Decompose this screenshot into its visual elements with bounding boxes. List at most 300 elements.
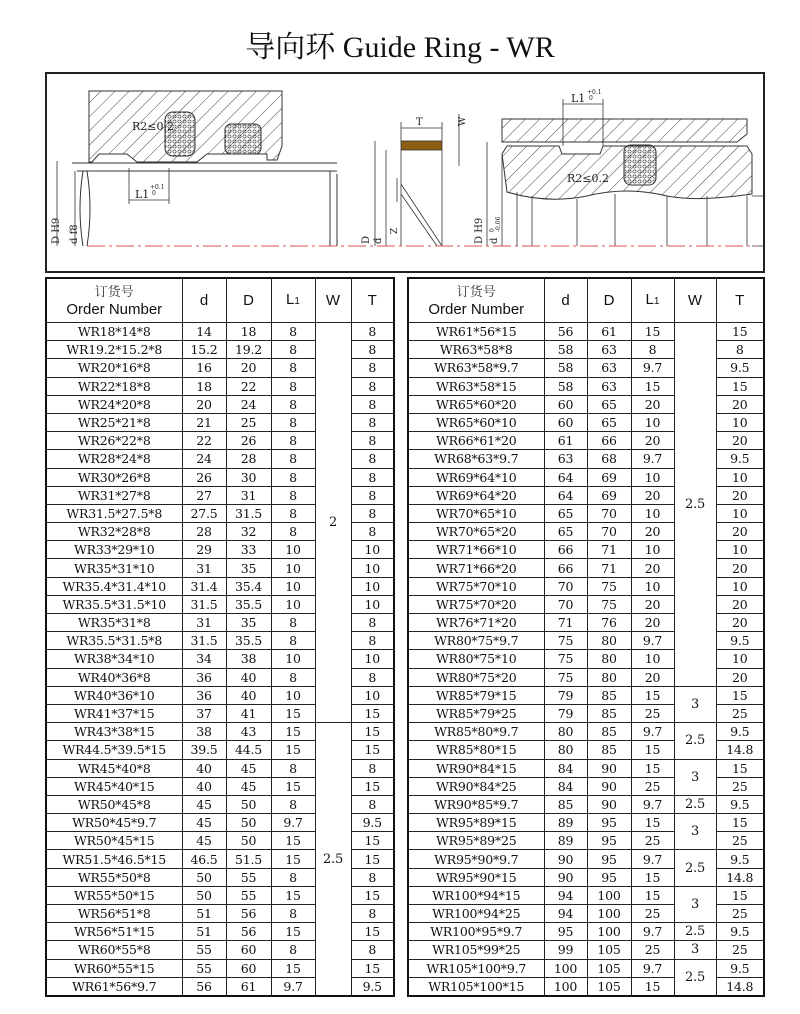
D-H9-label-left: D H9 [51, 217, 62, 244]
t-cell: 15 [716, 323, 764, 341]
t-cell: 8 [351, 523, 394, 541]
D-cell: 85 [587, 686, 631, 704]
d-cell: 31.4 [182, 577, 226, 595]
d-cell: 60 [544, 395, 587, 413]
d-cell: 75 [544, 668, 587, 686]
order-number-cell: WR71*66*10 [408, 541, 544, 559]
l1-cell: 20 [631, 559, 674, 577]
l1-cell: 8 [271, 486, 315, 504]
l1-cell: 8 [271, 359, 315, 377]
t-cell: 9.5 [716, 795, 764, 813]
order-number-cell: WR105*99*25 [408, 941, 544, 959]
order-number-cell: WR100*95*9.7 [408, 923, 544, 941]
D-cell: 20 [226, 359, 271, 377]
table-body-left [46, 323, 394, 996]
l1-cell: 10 [271, 559, 315, 577]
header-T: T [351, 278, 394, 323]
d-cell: 16 [182, 359, 226, 377]
l1-tol-lower-left: 0 [152, 190, 156, 197]
D-cell: 35 [226, 559, 271, 577]
order-number-cell: WR40*36*8 [46, 668, 182, 686]
d-label-right: d [489, 237, 500, 244]
l1-cell: 8 [271, 868, 315, 886]
l1-cell: 9.7 [631, 632, 674, 650]
l1-cell: 9.7 [631, 723, 674, 741]
l1-cell: 20 [631, 395, 674, 413]
l1-cell: 8 [271, 504, 315, 522]
d-cell: 37 [182, 704, 226, 722]
order-number-cell: WR35*31*10 [46, 559, 182, 577]
t-cell: 9.5 [351, 814, 394, 832]
l1-cell: 8 [271, 523, 315, 541]
d-cell: 79 [544, 686, 587, 704]
t-cell: 10 [351, 559, 394, 577]
D-cell: 95 [587, 814, 631, 832]
d-cell: 56 [544, 323, 587, 341]
l1-cell: 9.7 [631, 359, 674, 377]
d-cell: 14 [182, 323, 226, 341]
l1-cell: 15 [271, 741, 315, 759]
t-cell: 8 [351, 905, 394, 923]
d-cell: 58 [544, 377, 587, 395]
D-cell: 90 [587, 777, 631, 795]
t-cell: 9.5 [716, 359, 764, 377]
l1-cell: 15 [631, 686, 674, 704]
order-number-cell: WR45*40*8 [46, 759, 182, 777]
installation-diagram [45, 72, 765, 273]
D-cell: 50 [226, 832, 271, 850]
t-cell: 25 [716, 704, 764, 722]
D-label-mid: D [361, 235, 372, 244]
t-cell: 8 [351, 668, 394, 686]
d-cell: 90 [544, 868, 587, 886]
l1-cell: 8 [271, 377, 315, 395]
t-cell: 9.5 [716, 450, 764, 468]
t-cell: 8 [351, 486, 394, 504]
d-cell: 58 [544, 341, 587, 359]
order-number-cell: WR80*75*20 [408, 668, 544, 686]
t-cell: 20 [716, 395, 764, 413]
D-cell: 61 [226, 977, 271, 996]
w-cell: 2.5 [674, 850, 716, 886]
d-cell: 36 [182, 668, 226, 686]
D-cell: 100 [587, 923, 631, 941]
header-L1 [631, 278, 674, 323]
l1-cell: 15 [271, 886, 315, 904]
table-row [408, 759, 764, 777]
l1-cell: 8 [271, 323, 315, 341]
d-cell: 55 [182, 941, 226, 959]
w-cell: 3 [674, 759, 716, 795]
table-row [408, 323, 764, 341]
header-order-en: Order Number [428, 300, 525, 318]
table-row [408, 686, 764, 704]
l1-cell: 10 [631, 504, 674, 522]
D-cell: 50 [226, 814, 271, 832]
order-number-cell: WR50*45*9.7 [46, 814, 182, 832]
D-cell: 60 [226, 959, 271, 977]
t-cell: 15 [351, 741, 394, 759]
t-cell: 9.5 [716, 723, 764, 741]
t-cell: 8 [351, 614, 394, 632]
d-cell: 40 [182, 759, 226, 777]
D-cell: 32 [226, 523, 271, 541]
t-cell: 10 [716, 577, 764, 595]
D-cell: 85 [587, 723, 631, 741]
l1-cell: 9.7 [631, 923, 674, 941]
d-cell: 31.5 [182, 595, 226, 613]
l1-cell: 8 [271, 432, 315, 450]
D-cell: 56 [226, 905, 271, 923]
l1-cell: 25 [631, 941, 674, 959]
D-cell: 105 [587, 959, 631, 977]
D-cell: 63 [587, 341, 631, 359]
D-cell: 105 [587, 941, 631, 959]
t-cell: 9.5 [716, 632, 764, 650]
order-number-cell: WR95*90*15 [408, 868, 544, 886]
t-cell: 15 [351, 704, 394, 722]
order-number-cell: WR26*22*8 [46, 432, 182, 450]
D-cell: 70 [587, 504, 631, 522]
D-cell: 69 [587, 486, 631, 504]
t-cell: 14.8 [716, 741, 764, 759]
D-cell: 43 [226, 723, 271, 741]
d-cell: 64 [544, 468, 587, 486]
l1-cell: 15 [271, 850, 315, 868]
t-cell: 15 [716, 814, 764, 832]
order-number-cell: WR69*64*20 [408, 486, 544, 504]
t-cell: 15 [716, 759, 764, 777]
l1-cell: 9.7 [631, 959, 674, 977]
t-cell: 15 [716, 886, 764, 904]
order-number-cell: WR63*58*15 [408, 377, 544, 395]
t-cell: 9.5 [716, 850, 764, 868]
order-number-cell: WR85*79*25 [408, 704, 544, 722]
D-cell: 22 [226, 377, 271, 395]
l1-cell: 15 [631, 377, 674, 395]
w-cell: 2.5 [674, 923, 716, 941]
D-cell: 25 [226, 413, 271, 431]
header-T: T [716, 278, 764, 323]
l1-cell: 15 [631, 868, 674, 886]
t-cell: 15 [351, 777, 394, 795]
D-cell: 75 [587, 577, 631, 595]
order-number-cell: WR35.4*31.4*10 [46, 577, 182, 595]
D-cell: 35.5 [226, 632, 271, 650]
l1-cell: 8 [271, 614, 315, 632]
D-cell: 80 [587, 650, 631, 668]
D-cell: 18 [226, 323, 271, 341]
header-W: W [315, 278, 351, 323]
l1-cell: 15 [631, 814, 674, 832]
t-cell: 20 [716, 432, 764, 450]
d-cell: 29 [182, 541, 226, 559]
l1-cell: 25 [631, 704, 674, 722]
D-H9-label-right: D H9 [474, 217, 485, 244]
t-cell: 15 [351, 886, 394, 904]
D-cell: 61 [587, 323, 631, 341]
header-d: d [544, 278, 587, 323]
order-number-cell: WR22*18*8 [46, 377, 182, 395]
guide-ring-section [401, 141, 442, 150]
D-cell: 33 [226, 541, 271, 559]
l1-cell: 8 [271, 468, 315, 486]
order-number-cell: WR56*51*8 [46, 905, 182, 923]
d-cell: 31.5 [182, 632, 226, 650]
header-order-number [46, 278, 182, 323]
D-cell: 31 [226, 486, 271, 504]
t-cell: 8 [351, 341, 394, 359]
D-cell: 66 [587, 432, 631, 450]
header-order-cn: 订货号 [456, 284, 496, 300]
order-number-cell: WR33*29*10 [46, 541, 182, 559]
d-cell: 21 [182, 413, 226, 431]
D-cell: 40 [226, 686, 271, 704]
l1-cell: 15 [271, 959, 315, 977]
d-cell: 80 [544, 723, 587, 741]
l1-cell: 15 [631, 741, 674, 759]
d-cell: 84 [544, 759, 587, 777]
D-cell: 63 [587, 377, 631, 395]
t-cell: 10 [716, 504, 764, 522]
table-row [408, 923, 764, 941]
D-cell: 80 [587, 632, 631, 650]
l1-cell: 15 [271, 723, 315, 741]
header-W: W [674, 278, 716, 323]
header-order-en: Order Number [66, 300, 163, 318]
t-cell: 20 [716, 668, 764, 686]
order-number-cell: WR35*31*8 [46, 614, 182, 632]
order-number-cell: WR100*94*25 [408, 905, 544, 923]
d-cell: 61 [544, 432, 587, 450]
t-cell: 10 [716, 413, 764, 431]
l1-cell: 10 [271, 541, 315, 559]
header-d: d [182, 278, 226, 323]
D-cell: 90 [587, 759, 631, 777]
order-number-cell: WR38*34*10 [46, 650, 182, 668]
d-f8-label-left: d f8 [69, 224, 80, 244]
t-cell: 8 [351, 632, 394, 650]
r2-label-right: R2≤0.2 [567, 172, 609, 185]
l1-cell: 15 [271, 923, 315, 941]
D-cell: 69 [587, 468, 631, 486]
d-cell: 84 [544, 777, 587, 795]
order-number-cell: WR25*21*8 [46, 413, 182, 431]
table-row [46, 723, 394, 741]
t-cell: 9.5 [716, 923, 764, 941]
left-view [51, 91, 337, 246]
t-cell: 10 [351, 595, 394, 613]
w-cell: 2.5 [674, 723, 716, 759]
l1-cell: 15 [631, 323, 674, 341]
d-cell: 100 [544, 959, 587, 977]
t-cell: 10 [716, 468, 764, 486]
d-tol-upper-right: 0 [489, 228, 496, 232]
t-cell: 10 [351, 650, 394, 668]
order-number-cell: WR50*45*15 [46, 832, 182, 850]
D-cell: 68 [587, 450, 631, 468]
order-number-cell: WR61*56*9.7 [46, 977, 182, 996]
order-number-cell: WR90*85*9.7 [408, 795, 544, 813]
l1-cell: 15 [631, 759, 674, 777]
order-number-cell: WR75*70*20 [408, 595, 544, 613]
t-cell: 15 [716, 686, 764, 704]
t-cell: 8 [351, 468, 394, 486]
header-L1-sub: 1 [294, 296, 300, 307]
w-cell: 2.5 [674, 959, 716, 996]
w-cell: 2.5 [674, 795, 716, 813]
D-cell: 85 [587, 741, 631, 759]
D-cell: 71 [587, 541, 631, 559]
D-cell: 31.5 [226, 504, 271, 522]
d-cell: 89 [544, 814, 587, 832]
D-cell: 76 [587, 614, 631, 632]
t-cell: 20 [716, 595, 764, 613]
order-number-cell: WR31*27*8 [46, 486, 182, 504]
l1-cell: 9.7 [631, 850, 674, 868]
d-cell: 66 [544, 541, 587, 559]
D-cell: 70 [587, 523, 631, 541]
header-D: D [587, 278, 631, 323]
order-number-cell: WR61*56*15 [408, 323, 544, 341]
order-number-cell: WR69*64*10 [408, 468, 544, 486]
D-cell: 40 [226, 668, 271, 686]
d-cell: 64 [544, 486, 587, 504]
t-cell: 25 [716, 905, 764, 923]
t-cell: 15 [351, 959, 394, 977]
l1-cell: 8 [271, 395, 315, 413]
l1-cell: 9.7 [271, 814, 315, 832]
order-number-cell: WR105*100*9.7 [408, 959, 544, 977]
d-cell: 28 [182, 523, 226, 541]
table-body-right [408, 323, 764, 996]
order-number-cell: WR35.5*31.5*10 [46, 595, 182, 613]
order-number-cell: WR55*50*8 [46, 868, 182, 886]
l1-cell: 8 [271, 632, 315, 650]
t-cell: 8 [351, 504, 394, 522]
D-cell: 90 [587, 795, 631, 813]
table-row [408, 850, 764, 868]
table-row [408, 814, 764, 832]
l1-cell: 20 [631, 523, 674, 541]
D-cell: 35.5 [226, 595, 271, 613]
D-cell: 80 [587, 668, 631, 686]
order-number-cell: WR80*75*9.7 [408, 632, 544, 650]
d-cell: 50 [182, 886, 226, 904]
l1-cell: 10 [271, 595, 315, 613]
header-order-number [408, 278, 544, 323]
order-number-cell: WR66*61*20 [408, 432, 544, 450]
d-cell: 63 [544, 450, 587, 468]
d-cell: 45 [182, 795, 226, 813]
d-cell: 89 [544, 832, 587, 850]
order-number-cell: WR18*14*8 [46, 323, 182, 341]
order-number-cell: WR63*58*9.7 [408, 359, 544, 377]
D-cell: 95 [587, 832, 631, 850]
d-cell: 85 [544, 795, 587, 813]
order-number-cell: WR28*24*8 [46, 450, 182, 468]
l1-cell: 20 [631, 614, 674, 632]
t-cell: 8 [351, 450, 394, 468]
d-cell: 15.2 [182, 341, 226, 359]
d-cell: 75 [544, 632, 587, 650]
l1-cell: 10 [631, 650, 674, 668]
order-number-cell: WR85*80*15 [408, 741, 544, 759]
d-cell: 70 [544, 595, 587, 613]
t-cell: 8 [351, 759, 394, 777]
d-cell: 50 [182, 868, 226, 886]
D-cell: 95 [587, 868, 631, 886]
order-number-cell: WR68*63*9.7 [408, 450, 544, 468]
t-cell: 8 [351, 868, 394, 886]
table-row [408, 723, 764, 741]
t-cell: 15 [351, 923, 394, 941]
t-cell: 15 [716, 377, 764, 395]
table-header-row [46, 278, 394, 323]
table-row [408, 941, 764, 959]
d-cell: 24 [182, 450, 226, 468]
l1-cell: 20 [631, 486, 674, 504]
order-number-cell: WR44.5*39.5*15 [46, 741, 182, 759]
header-L1-main: L [286, 291, 295, 308]
l1-cell: 8 [631, 341, 674, 359]
order-number-cell: WR95*90*9.7 [408, 850, 544, 868]
order-number-cell: WR95*89*25 [408, 832, 544, 850]
page-title: 导向环 Guide Ring - WR [245, 31, 555, 64]
d-cell: 31 [182, 559, 226, 577]
l1-cell: 8 [271, 941, 315, 959]
order-number-cell: WR55*50*15 [46, 886, 182, 904]
D-cell: 56 [226, 923, 271, 941]
l1-cell: 10 [631, 468, 674, 486]
header-L1-sub: 1 [653, 296, 660, 307]
diagram-drawing [47, 74, 763, 271]
t-cell: 8 [351, 413, 394, 431]
l1-cell: 15 [271, 777, 315, 795]
order-number-cell: WR30*26*8 [46, 468, 182, 486]
d-cell: 27.5 [182, 504, 226, 522]
Z-label: Z [390, 227, 400, 234]
d-cell: 27 [182, 486, 226, 504]
order-number-cell: WR19.2*15.2*8 [46, 341, 182, 359]
t-cell: 10 [716, 541, 764, 559]
t-cell: 20 [716, 523, 764, 541]
d-cell: 55 [182, 959, 226, 977]
d-cell: 65 [544, 523, 587, 541]
d-cell: 45 [182, 814, 226, 832]
order-number-cell: WR65*60*10 [408, 413, 544, 431]
d-cell: 65 [544, 504, 587, 522]
order-number-cell: WR20*16*8 [46, 359, 182, 377]
order-number-cell: WR85*80*9.7 [408, 723, 544, 741]
d-cell: 51 [182, 923, 226, 941]
t-cell: 8 [351, 323, 394, 341]
d-cell: 36 [182, 686, 226, 704]
t-cell: 14.8 [716, 977, 764, 996]
r2-label-left: R2≤0.2 [132, 120, 174, 133]
table-row [408, 795, 764, 813]
D-cell: 100 [587, 905, 631, 923]
W-label: W [458, 116, 468, 126]
d-cell: 22 [182, 432, 226, 450]
d-cell: 99 [544, 941, 587, 959]
d-cell: 94 [544, 905, 587, 923]
w-cell: 2.5 [674, 323, 716, 687]
l1-cell: 20 [631, 668, 674, 686]
D-cell: 44.5 [226, 741, 271, 759]
order-number-cell: WR24*20*8 [46, 395, 182, 413]
order-number-cell: WR32*28*8 [46, 523, 182, 541]
